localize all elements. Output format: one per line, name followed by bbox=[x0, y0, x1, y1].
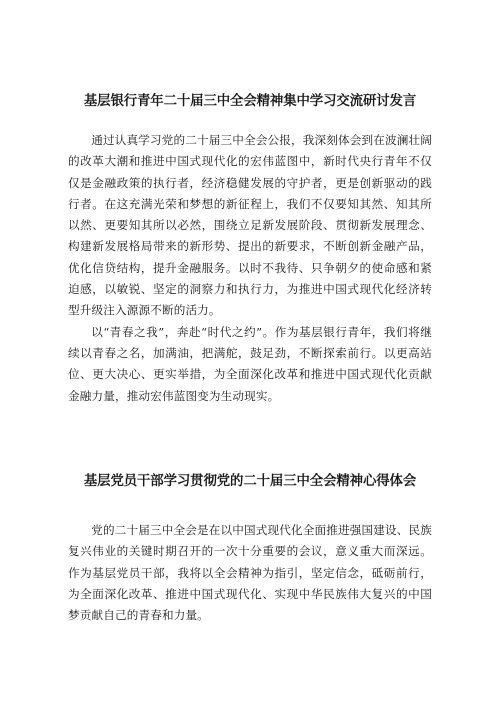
section-1-paragraph-1: 通过认真学习党的二十届三中全会公报，我深刻体会到在波澜壮阔的改革大潮和推进中国式现代化的宏伟蓝图中，新时代央行青年不仅仅是金融政策的执行者，经济稳健发展的守护者，更是创新驱动的践行者。在这充满光荣和梦想的新征程上，我们不仅要知其然、知其所以然、更要知其所以必然，围绕立足新发展阶段、贯彻新发展理念、构建新发展格局带来的新形势、提出的新要求，不断创新金融产品，优化信贷结构，提升金融服务。以时不我待、只争朝夕的使命感和紧迫感，以敏锐、坚定的洞察力和执行力，为推进中国式现代化经济转型升级注入源源不断的活力。 bbox=[68, 133, 432, 318]
section-1-paragraph-2: 以“青春之我”，奔赴“时代之约”。作为基层银行青年，我们将继续以青春之名，加满油，把满舵，鼓足劲，不断探索前行。以更高站位、更大决心、更实举措，为全面深化改革和推进中国式现代化贡献金融力量，推动宏伟蓝图变为生动现实。 bbox=[68, 324, 432, 403]
section-1-title: 基层银行青年二十届三中全会精神集中学习交流研讨发言 bbox=[83, 94, 417, 109]
section-2-body bbox=[68, 520, 432, 626]
section-1-body bbox=[68, 130, 432, 407]
section-2-paragraph-1: 党的二十届三中全会是在以中国式现代化全面推进强国建设、民族复兴伟业的关键时期召开的一次十分重要的会议，意义重大而深远。作为基层党员干部，我将以全会精神为指引，坚定信念，砥砺前行，为全面深化改革、推进中国式现代化、实现中华民族伟大复兴的中国梦贡献自己的青春和力量。 bbox=[68, 523, 432, 623]
section-2-title: 基层党员干部学习贯彻党的二十届三中全会精神心得体会 bbox=[83, 474, 417, 489]
